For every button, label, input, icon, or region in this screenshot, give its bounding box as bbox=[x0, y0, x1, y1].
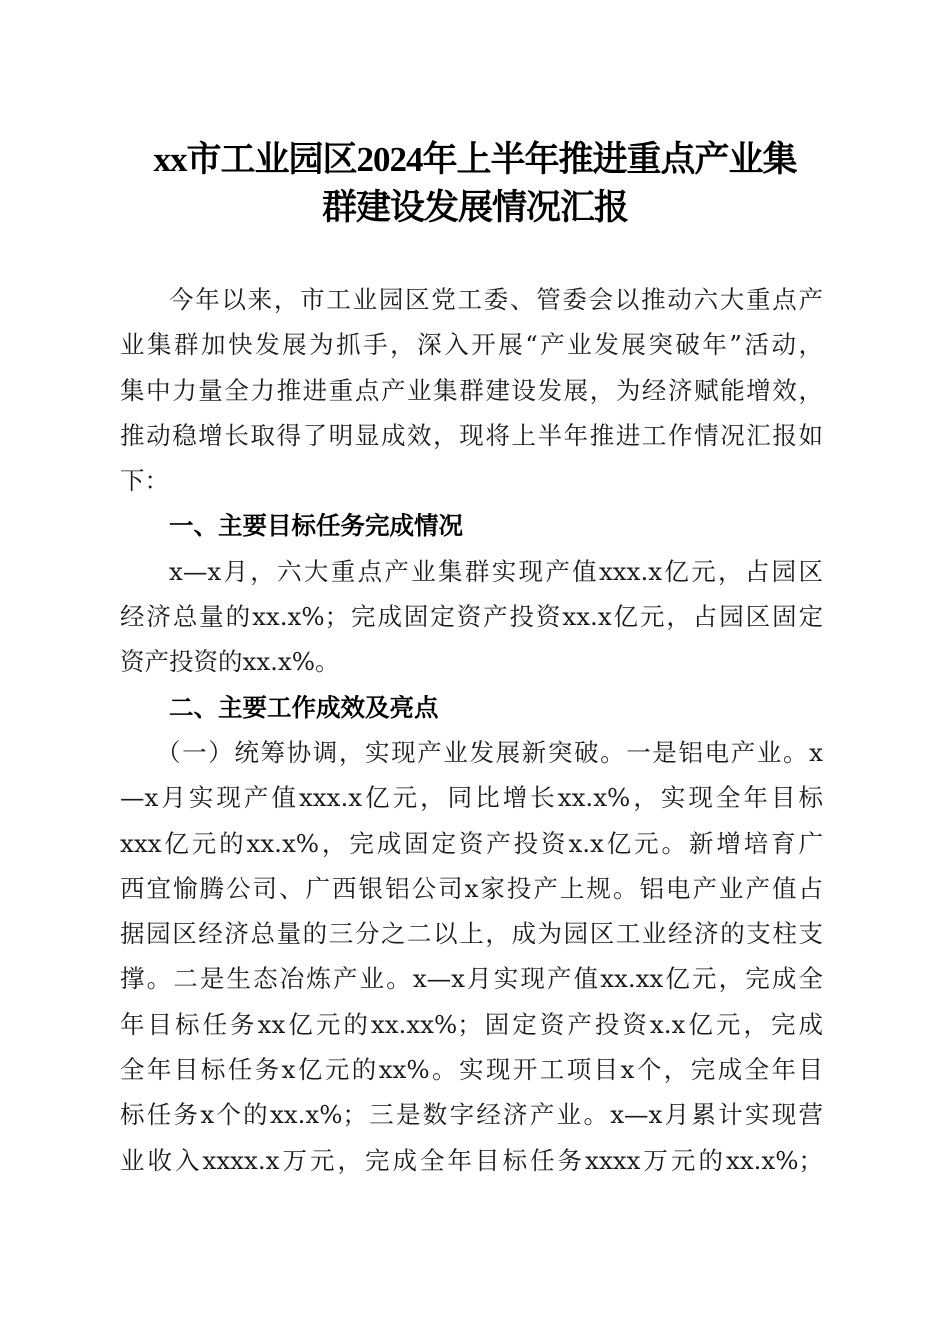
section-heading-1: 一、主要目标任务完成情况 bbox=[169, 511, 463, 541]
title-line-2: 群建设发展情况汇报 bbox=[321, 188, 628, 227]
paragraph-line: 年目标任务xx亿元的xx.xx%；固定资产投资x.x亿元，完成 bbox=[120, 1009, 823, 1039]
paragraph-line: 下： bbox=[120, 466, 169, 496]
paragraph-line: 撑。二是生态冶炼产业。x—x月实现产值xx.xx亿元，完成全 bbox=[120, 964, 823, 994]
title-line-1: xx市工业园区2024年上半年推进重点产业集 bbox=[153, 140, 797, 179]
paragraph-line: 标任务x个的xx.x%；三是数字经济产业。x—x月累计实现营 bbox=[120, 1100, 823, 1130]
paragraph-line: 今年以来，市工业园区党工委、管委会以推动六大重点产 bbox=[169, 285, 823, 314]
paragraph-line: 据园区经济总量的三分之二以上，成为园区工业经济的支柱支 bbox=[120, 919, 823, 949]
paragraph-line: 推动稳增长取得了明显成效，现将上半年推进工作情况汇报如 bbox=[120, 420, 823, 450]
paragraph-line: 全年目标任务x亿元的xx%。实现开工项目x个，完成全年目 bbox=[120, 1055, 823, 1085]
paragraph-line: 业集群加快发展为抓手，深入开展“产业发展突破年”活动， bbox=[120, 330, 823, 360]
paragraph-line: 业收入xxxx.x万元，完成全年目标任务xxxx万元的xx.x%； bbox=[120, 1145, 823, 1175]
paragraph-line: xxx亿元的xx.x%，完成固定资产投资x.x亿元。新增培育广 bbox=[120, 828, 823, 858]
paragraph-line: 集中力量全力推进重点产业集群建设发展，为经济赋能增效， bbox=[120, 375, 823, 405]
section-1-paragraph bbox=[120, 549, 823, 685]
paragraph-line: —x月实现产值xxx.x亿元，同比增长xx.x%，实现全年目标 bbox=[120, 783, 823, 813]
paragraph-line: 西宜愉腾公司、广西银铝公司x家投产上规。铝电产业产值占 bbox=[120, 873, 823, 903]
paragraph-line: （一）统筹协调，实现产业发展新突破。一是铝电产业。x bbox=[156, 737, 823, 767]
paragraph-line: 经济总量的xx.x%；完成固定资产投资xx.x亿元，占园区固定 bbox=[120, 602, 823, 632]
paragraph-line: x—x月，六大重点产业集群实现产值xxx.x亿元，占园区 bbox=[169, 556, 823, 586]
section-heading-2: 二、主要工作成效及亮点 bbox=[169, 692, 439, 722]
document-title bbox=[100, 136, 850, 232]
document-body bbox=[120, 277, 823, 1183]
intro-paragraph bbox=[120, 277, 823, 503]
paragraph-line: 资产投资的xx.x%。 bbox=[120, 647, 340, 677]
section-2-paragraph bbox=[120, 730, 823, 1183]
